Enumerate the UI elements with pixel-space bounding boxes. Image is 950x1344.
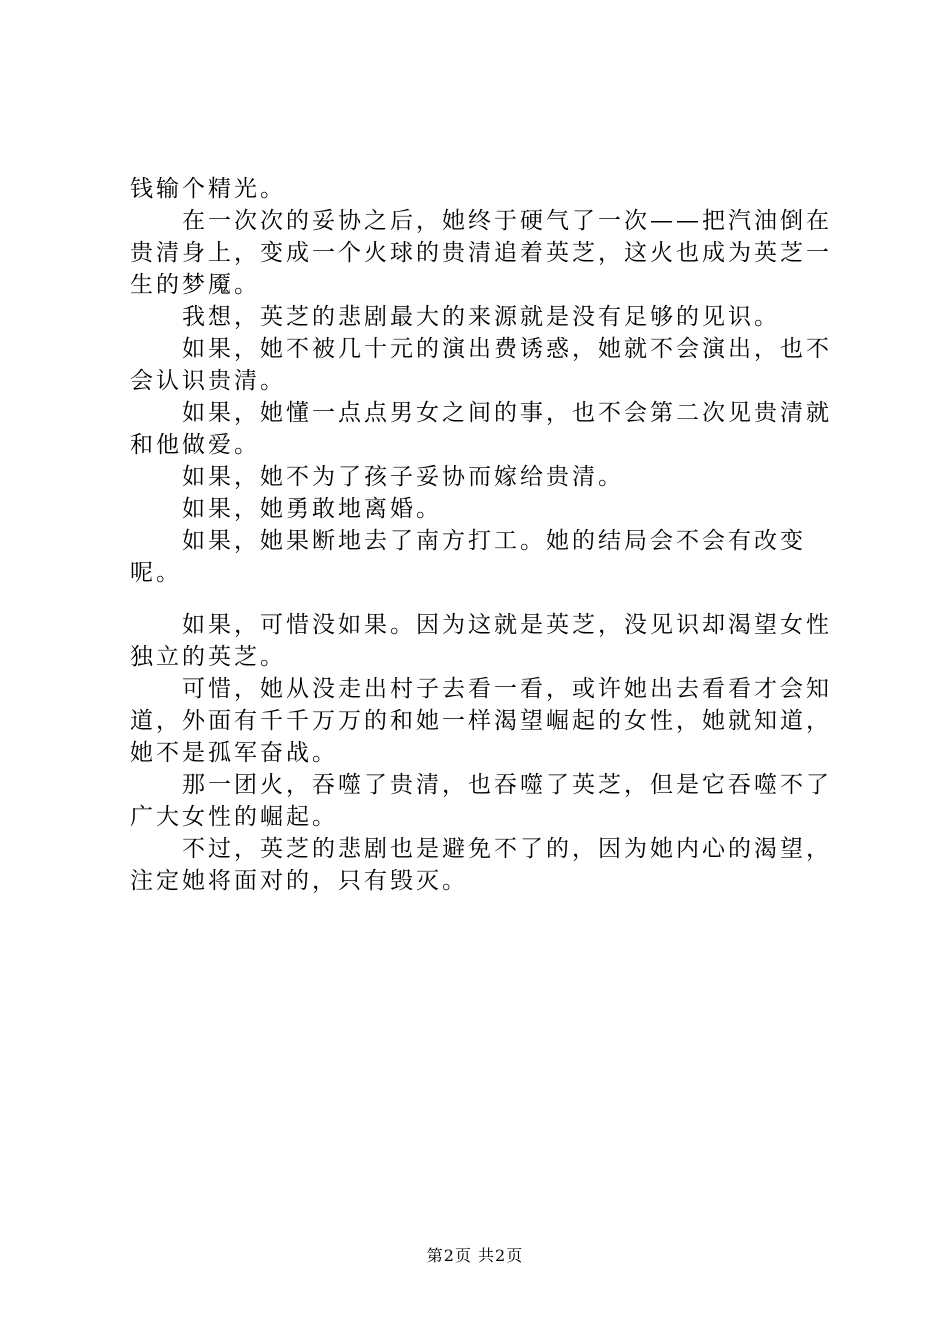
- paragraph-11: 那一团火，吞噬了贵清，也吞噬了英芝，但是它吞噬不了广大女性的崛起。: [130, 772, 832, 830]
- page-number-footer: 第2页 共2页: [426, 1246, 524, 1265]
- paragraph-5: 如果，她懂一点点男女之间的事，也不会第二次见贵清就和他做爱。: [130, 400, 832, 458]
- paragraph-10: 可惜，她从没走出村子去看一看，或许她出去看看才会知道，外面有千千万万的和她一样渴望崛起的女性，她就知道，她不是孤军奋战。: [130, 676, 832, 766]
- paragraph-7: 如果，她勇敢地离婚。: [182, 496, 442, 522]
- paragraph-2: 在一次次的妥协之后，她终于硬气了一次——把汽油倒在贵清身上，变成一个火球的贵清追着英芝，这火也成为英芝一生的梦魇。: [130, 208, 832, 298]
- document-body: [130, 173, 838, 897]
- paragraph-6: 如果，她不为了孩子妥协而嫁给贵清。: [182, 464, 624, 490]
- paragraph-4: 如果，她不被几十元的演出费诱惑，她就不会演出，也不会认识贵清。: [130, 336, 832, 394]
- paragraph-8: 如果，她果断地去了南方打工。她的结局会不会有改变呢。: [130, 528, 806, 586]
- paragraph-3: 我想，英芝的悲剧最大的来源就是没有足够的见识。: [182, 304, 780, 330]
- paragraph-1: 钱输个精光。: [130, 176, 286, 202]
- paragraph-12: 不过，英芝的悲剧也是避免不了的，因为她内心的渴望，注定她将面对的，只有毁灭。: [130, 836, 832, 894]
- paragraph-9: 如果，可惜没如果。因为这就是英芝，没见识却渴望女性独立的英芝。: [130, 612, 832, 670]
